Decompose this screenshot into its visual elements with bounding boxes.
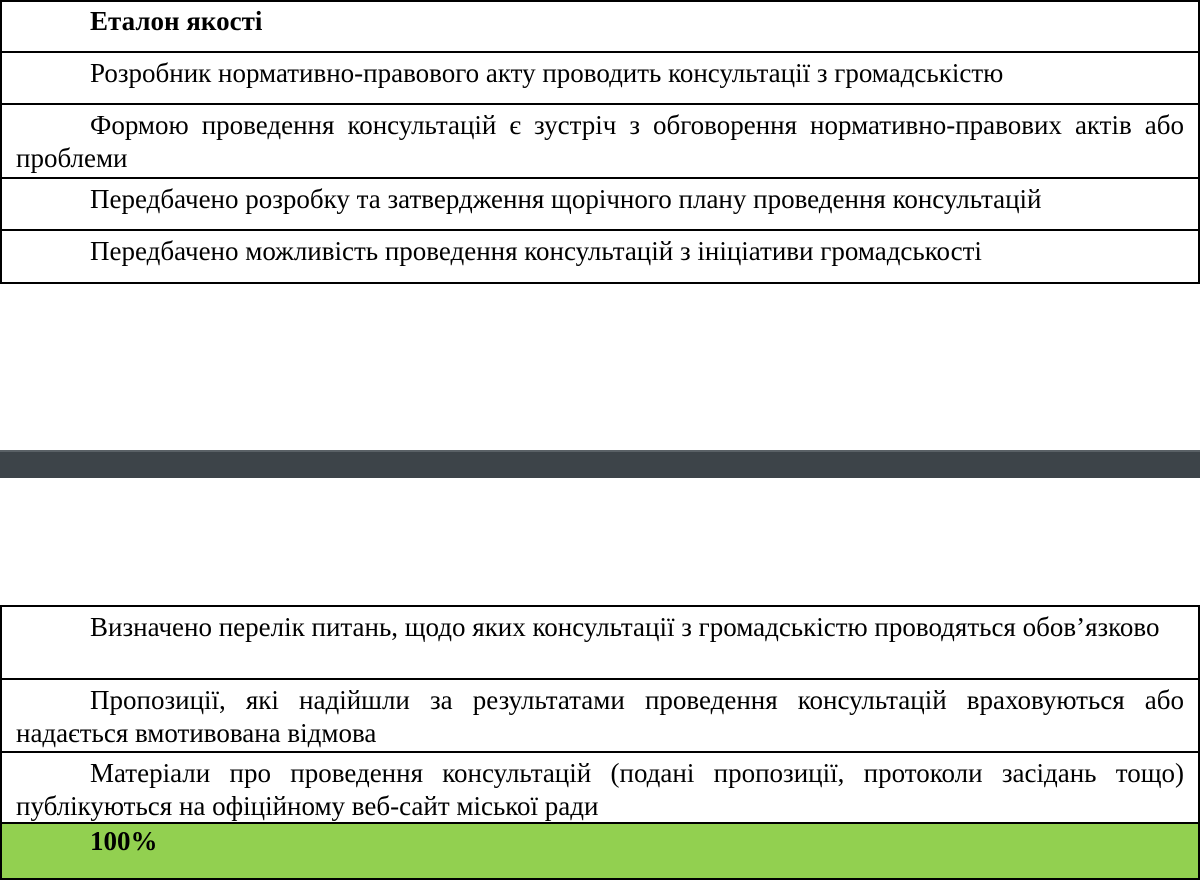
table-row: Матеріали про проведення консультацій (подані пропозиції, протоколи засідань тощо) публікуються на офіційному веб-сайт міської ради [2,753,1198,824]
page-divider-bar [0,450,1200,478]
table-row: Розробник нормативно-правового акту проводить консультації з громадськістю [2,53,1198,105]
total-score-row: 100% [2,824,1198,880]
quality-standard-table-bottom [0,605,1200,880]
table-row: Пропозиції, які надійшли за результатами проведення консультацій враховуються або надається вмотивована відмова [2,680,1198,753]
table-row: Формою проведення консультацій є зустріч з обговорення нормативно-правових актів або проблеми [2,105,1198,179]
quality-standard-table-top [0,0,1200,284]
table-header: Еталон якості [2,2,1198,53]
table-row: Передбачено можливість проведення консультацій з ініціативи громадськості [2,231,1198,284]
table-row: Визначено перелік питань, щодо яких консультації з громадськістю проводяться обов’язково [2,607,1198,680]
table-row: Передбачено розробку та затвердження щорічного плану проведення консультацій [2,179,1198,231]
